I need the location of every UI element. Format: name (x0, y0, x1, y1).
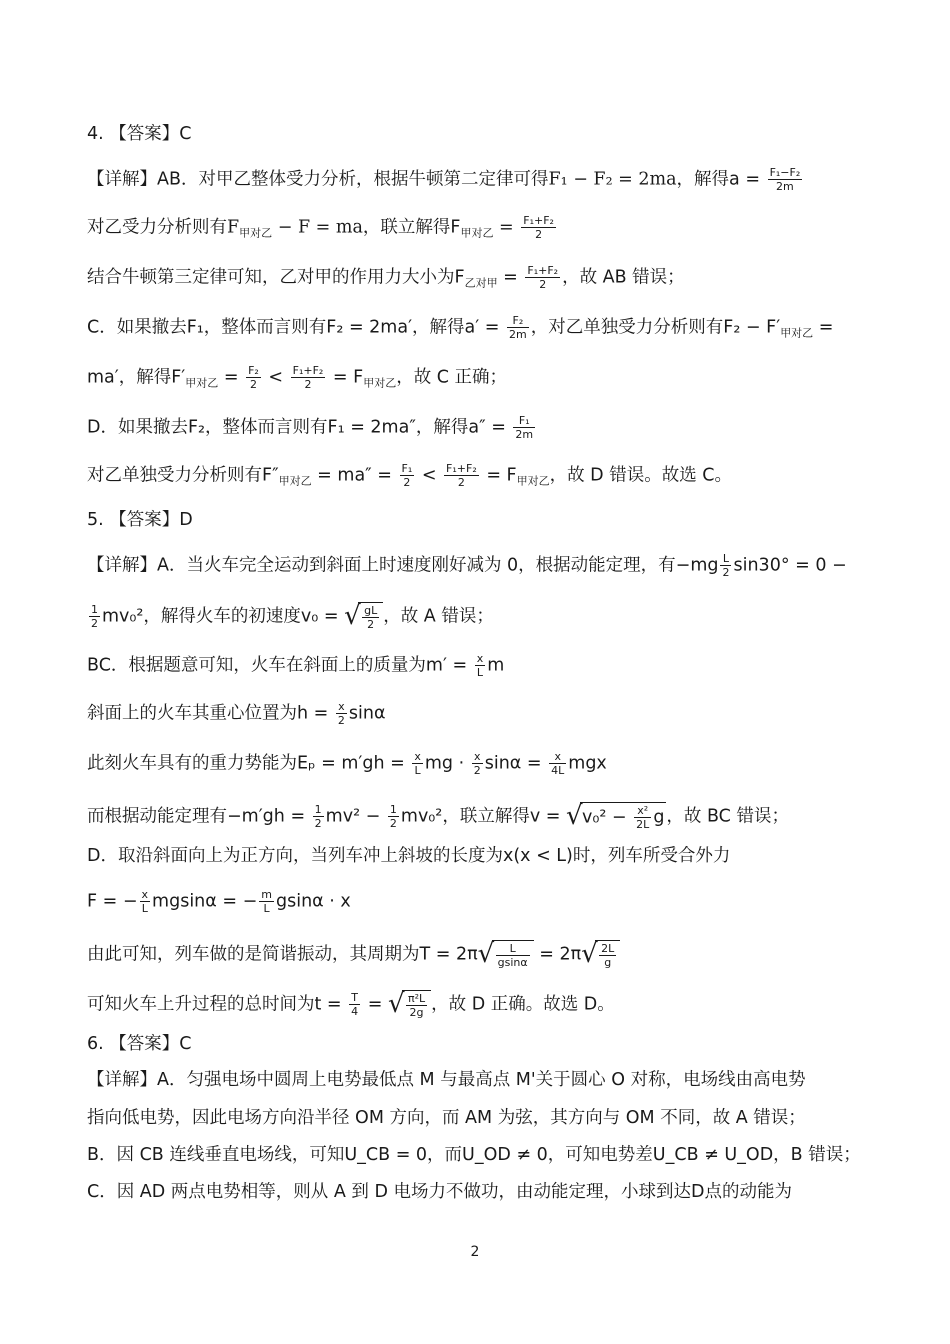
q4-line-3: 结合牛顿第三定律可知，乙对甲的作用力大小为$F_{乙对甲}$ = $\frac{\text{F₁+F₂}}{2}$ ，故 AB 错误； (87, 264, 685, 291)
q5-line-5: 此刻火车具有的重力势能为Eₚ = m′gh = $\frac{x}{L}$ mg · $\frac{x}{2}$ sinα = $\frac{x}{4L}$ mgx (87, 750, 607, 777)
q5-heading: 5. 【答案】D (87, 510, 193, 530)
q6-heading: 6. 【答案】C (87, 1034, 192, 1054)
q5-line-7: D．取沿斜面向上为正方向，当列车冲上斜坡的长度为x(x < L)时，列车所受合外力 (87, 846, 731, 866)
q6-line-3: B．因 CB 连线垂直电场线，可知U_CB = 0，而U_OD ≠ 0，可知电势差U_CB ≠ U_OD，B 错误； (87, 1145, 861, 1165)
page-number: 2 (470, 1244, 480, 1260)
q4-line-4: C．如果撤去F₁，整体而言则有F₂ = 2ma′，解得a′ = $\frac{\text{F₂}}{2m}$ ，对乙单独受力分析则有$F_2 - F'_{甲对乙}$ = (87, 314, 834, 341)
q5-line-2: $\frac{1}{2}$ mv₀²，解得火车的初速度v₀ = √ $\frac{gL}{2}$ ，故 A 错误； (87, 602, 864, 631)
q4-heading: 4. 【答案】C (87, 124, 192, 144)
q5-line-8: F = − $\frac{x}{L}$ mgsinα = − $\frac{m}{L}$ gsinα · x (87, 888, 351, 915)
q4-line-1: 【详解】AB．对甲乙整体受力分析，根据牛顿第二定律可得F₁ − F₂ = 2ma，解得a = $\frac{\text{F₁−F₂}}{2m}$ (87, 166, 801, 193)
q5-line-9: 由此可知，列车做的是简谐振动，其周期为T = 2π √ $\frac{L}{gsin\alpha}$ = 2π √ $\frac{2L}{g}$ (87, 940, 864, 969)
q4-line-7: 对乙单独受力分析则有$F''_{甲对乙} = ma''$ = $\frac{\text{F₁}}{2}$ < $\frac{\text{F₁+F₂}}{2}$ = $F_{甲对乙}$，故 D 错误。故选 C。 (87, 462, 732, 489)
q5-line-3: BC．根据题意可知，火车在斜面上的质量为m′ = $\frac{x}{L}$ m (87, 652, 505, 679)
q5-line-6: 而根据动能定理有−m′gh = $\frac{1}{2}$ mv² − $\frac{1}{2}$ mv₀²，联立解得v = √ v₀² − $\frac{\text{x²}}{2L}$ g ，故 BC 错误； (87, 802, 864, 831)
q5-line-1: 【详解】A．当火车完全运动到斜面上时速度刚好减为 0，根据动能定理，有−mg $\frac{L}{2}$ sin30° = 0 − (87, 552, 847, 579)
q4-line-2: 对乙受力分析则有$F_{甲对乙} - F$ = ma，联立解得$F_{甲对乙}$ = $\frac{\text{F₁+F₂}}{2}$ (87, 214, 554, 241)
q6-line-1: 【详解】A．匀强电场中圆周上电势最低点 M 与最高点 M'关于圆心 O 对称，电场线由高电势 (87, 1070, 806, 1090)
q6-line-4: C．因 AD 两点电势相等，则从 A 到 D 电场力不做功，由动能定理，小球到达D点的动能为 (87, 1182, 792, 1202)
q5-line-4: 斜面上的火车其重心位置为h = $\frac{x}{2}$ sinα (87, 700, 386, 727)
q6-line-2: 指向低电势，因此电场方向沿半径 OM 方向，而 AM 为弦，其方向与 OM 不同，故 A 错误； (87, 1108, 806, 1128)
q4-line-5: ma′，解得$F'_{甲对乙}$ = $\frac{\text{F₂}}{2}$ < $\frac{\text{F₁+F₂}}{2}$ = $F_{甲对乙}$，故 C 正确； (87, 364, 508, 391)
q4-line-6: D．如果撤去F₂，整体而言则有F₁ = 2ma″，解得a″ = $\frac{\text{F₁}}{2m}$ (87, 414, 534, 441)
q5-line-10: 可知火车上升过程的总时间为t = $\frac{T}{4}$ = √ $\frac{\text{π²L}}{2g}$ ，故 D 正确。故选 D。 (87, 990, 864, 1019)
